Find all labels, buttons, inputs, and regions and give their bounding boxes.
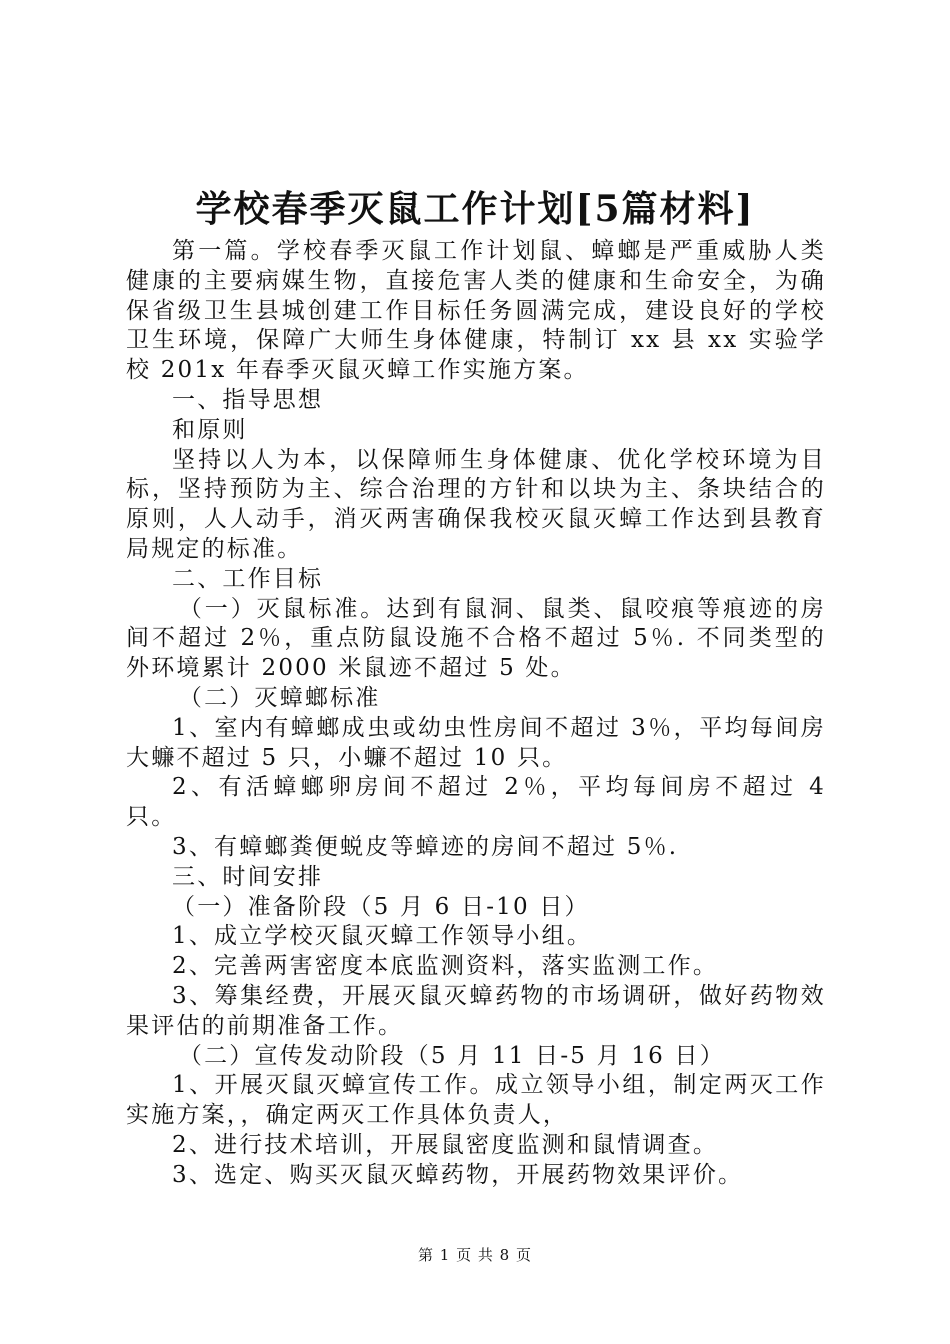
page-footer: 第 1 页 共 8 页 [418, 1246, 532, 1264]
section-heading-guiding-ideology: 一、指导思想 [172, 386, 324, 413]
document-body [126, 237, 826, 1191]
list-item: 3、有蟑螂粪便蜕皮等蟑迹的房间不超过 5％. [172, 833, 679, 860]
list-item: 2、进行技术培训，开展鼠密度监测和鼠情调查。 [172, 1131, 719, 1158]
list-item: 3、选定、购买灭鼠灭蟑药物，开展药物效果评价。 [172, 1161, 744, 1188]
list-item: 2、有活蟑螂卵房间不超过 2％，平均每间房不超过 4 只。 [126, 774, 826, 831]
paragraph-rodent-standard: （一）灭鼠标准。达到有鼠洞、鼠类、鼠咬痕等痕迹的房间不超过 2％，重点防鼠设施不合格不超过 5％. 不同类型的外环境累计 2000 米鼠迹不超过 5 处。 [126, 595, 826, 682]
list-item: 3、筹集经费，开展灭鼠灭蟑药物的市场调研，做好药物效果评估的前期准备工作。 [126, 982, 826, 1039]
list-item: 1、成立学校灭鼠灭蟑工作领导小组。 [172, 923, 593, 950]
section-heading-principles: 和原则 [172, 416, 248, 443]
section-heading-schedule: 三、时间安排 [172, 863, 324, 890]
subheading-preparation-stage: （一）准备阶段（5 月 6 日-10 日） [172, 893, 590, 920]
paragraph-principles: 坚持以人为本，以保障师生身体健康、优化学校环境为目标，坚持预防为主、综合治理的方针和以块为主、条块结合的原则，人人动手，消灭两害确保我校灭鼠灭蟑工作达到县教育局规定的标准。 [126, 446, 826, 562]
list-item: 1、室内有蟑螂成虫或幼虫性房间不超过 3％，平均每间房大蠊不超过 5 只，小蠊不超过 10 只。 [126, 714, 826, 771]
subheading-cockroach-standard: （二）灭蟑螂标准 [178, 684, 381, 711]
subheading-publicity-stage: （二）宣传发动阶段（5 月 11 日-5 月 16 日） [178, 1042, 725, 1069]
list-item: 1、开展灭鼠灭蟑宣传工作。成立领导小组，制定两灭工作实施方案，，确定两灭工作具体负责人， [126, 1072, 826, 1129]
section-heading-goals: 二、工作目标 [172, 565, 324, 592]
list-item: 2、完善两害密度本底监测资料，落实监测工作。 [172, 953, 719, 980]
document-title: 学校春季灭鼠工作计划[5篇材料] [195, 188, 755, 230]
paragraph-intro: 第一篇。学校春季灭鼠工作计划鼠、蟑螂是严重威胁人类健康的主要病媒生物，直接危害人类的健康和生命安全，为确保省级卫生县城创建工作目标任务圆满完成，建设良好的学校卫生环境，保障广大师生身体健康，特制订 xx 县 xx 实验学校 201x 年春季灭鼠灭蟑工作实施方案。 [126, 238, 826, 384]
